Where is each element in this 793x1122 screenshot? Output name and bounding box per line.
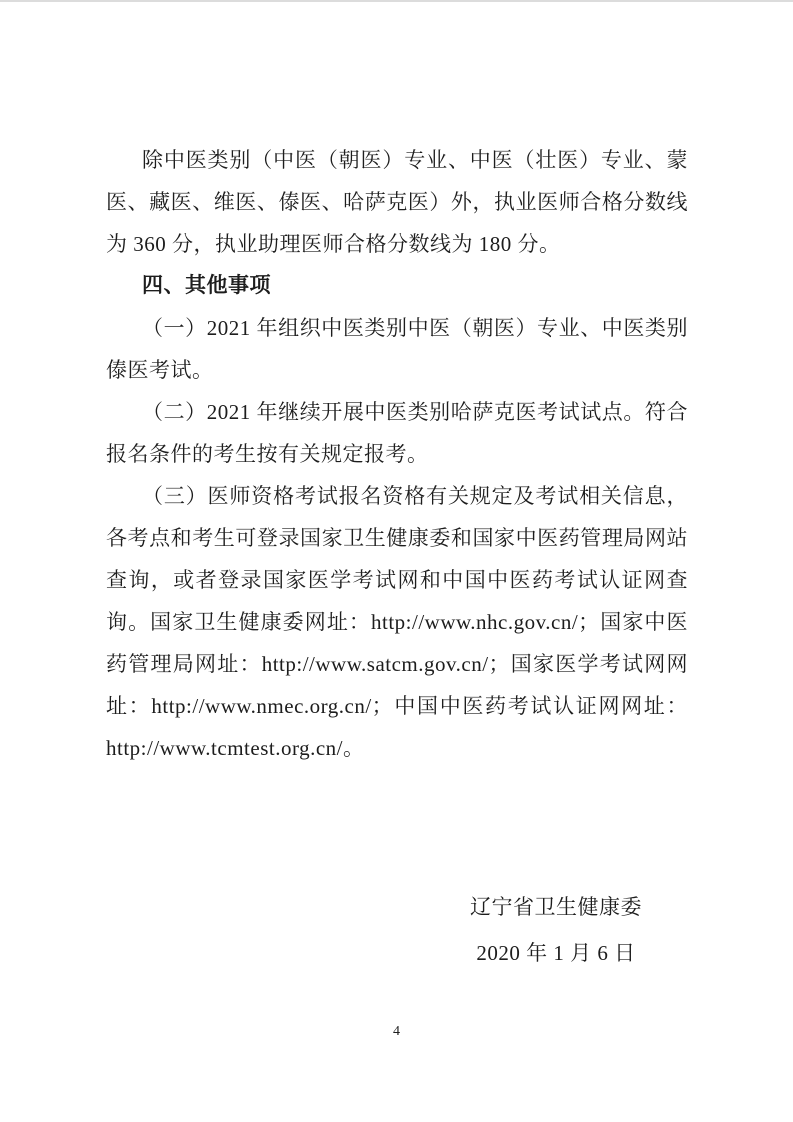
page-number: 4: [393, 1024, 400, 1039]
paragraph-passing-scores: 除中医类别（中医（朝医）专业、中医（壮医）专业、蒙医、藏医、维医、傣医、哈萨克医）外，执业医师合格分数线为 360 分，执业助理医师合格分数线为 180 分。: [106, 148, 688, 256]
paragraph-item-1: （一）2021 年组织中医类别中医（朝医）专业、中医类别傣医考试。: [106, 316, 688, 382]
paragraph-item-2: （二）2021 年继续开展中医类别哈萨克医考试试点。符合报名条件的考生按有关规定报考。: [106, 400, 688, 466]
section-heading-other-matters: 四、其他事项: [142, 274, 271, 297]
signature-issuer: 辽宁省卫生健康委: [470, 895, 642, 919]
signature-date: 2020 年 1 月 6 日: [476, 941, 636, 965]
document-body: [106, 139, 688, 769]
signature-block: [458, 884, 654, 976]
paragraph-item-3: （三）医师资格考试报名资格有关规定及考试相关信息，各考点和考生可登录国家卫生健康委和国家中医药管理局网站查询，或者登录国家医学考试网和中国中医药考试认证网查询。国家卫生健康委网址：http://www.nhc.gov.cn/；国家中医药管理局网址：http://www.satcm.gov.cn/；国家医学考试网网址：http://www.nmec.org.cn/；中国中医药考试认证网网址：http://www.tcmtest.org.cn/。: [106, 484, 688, 760]
